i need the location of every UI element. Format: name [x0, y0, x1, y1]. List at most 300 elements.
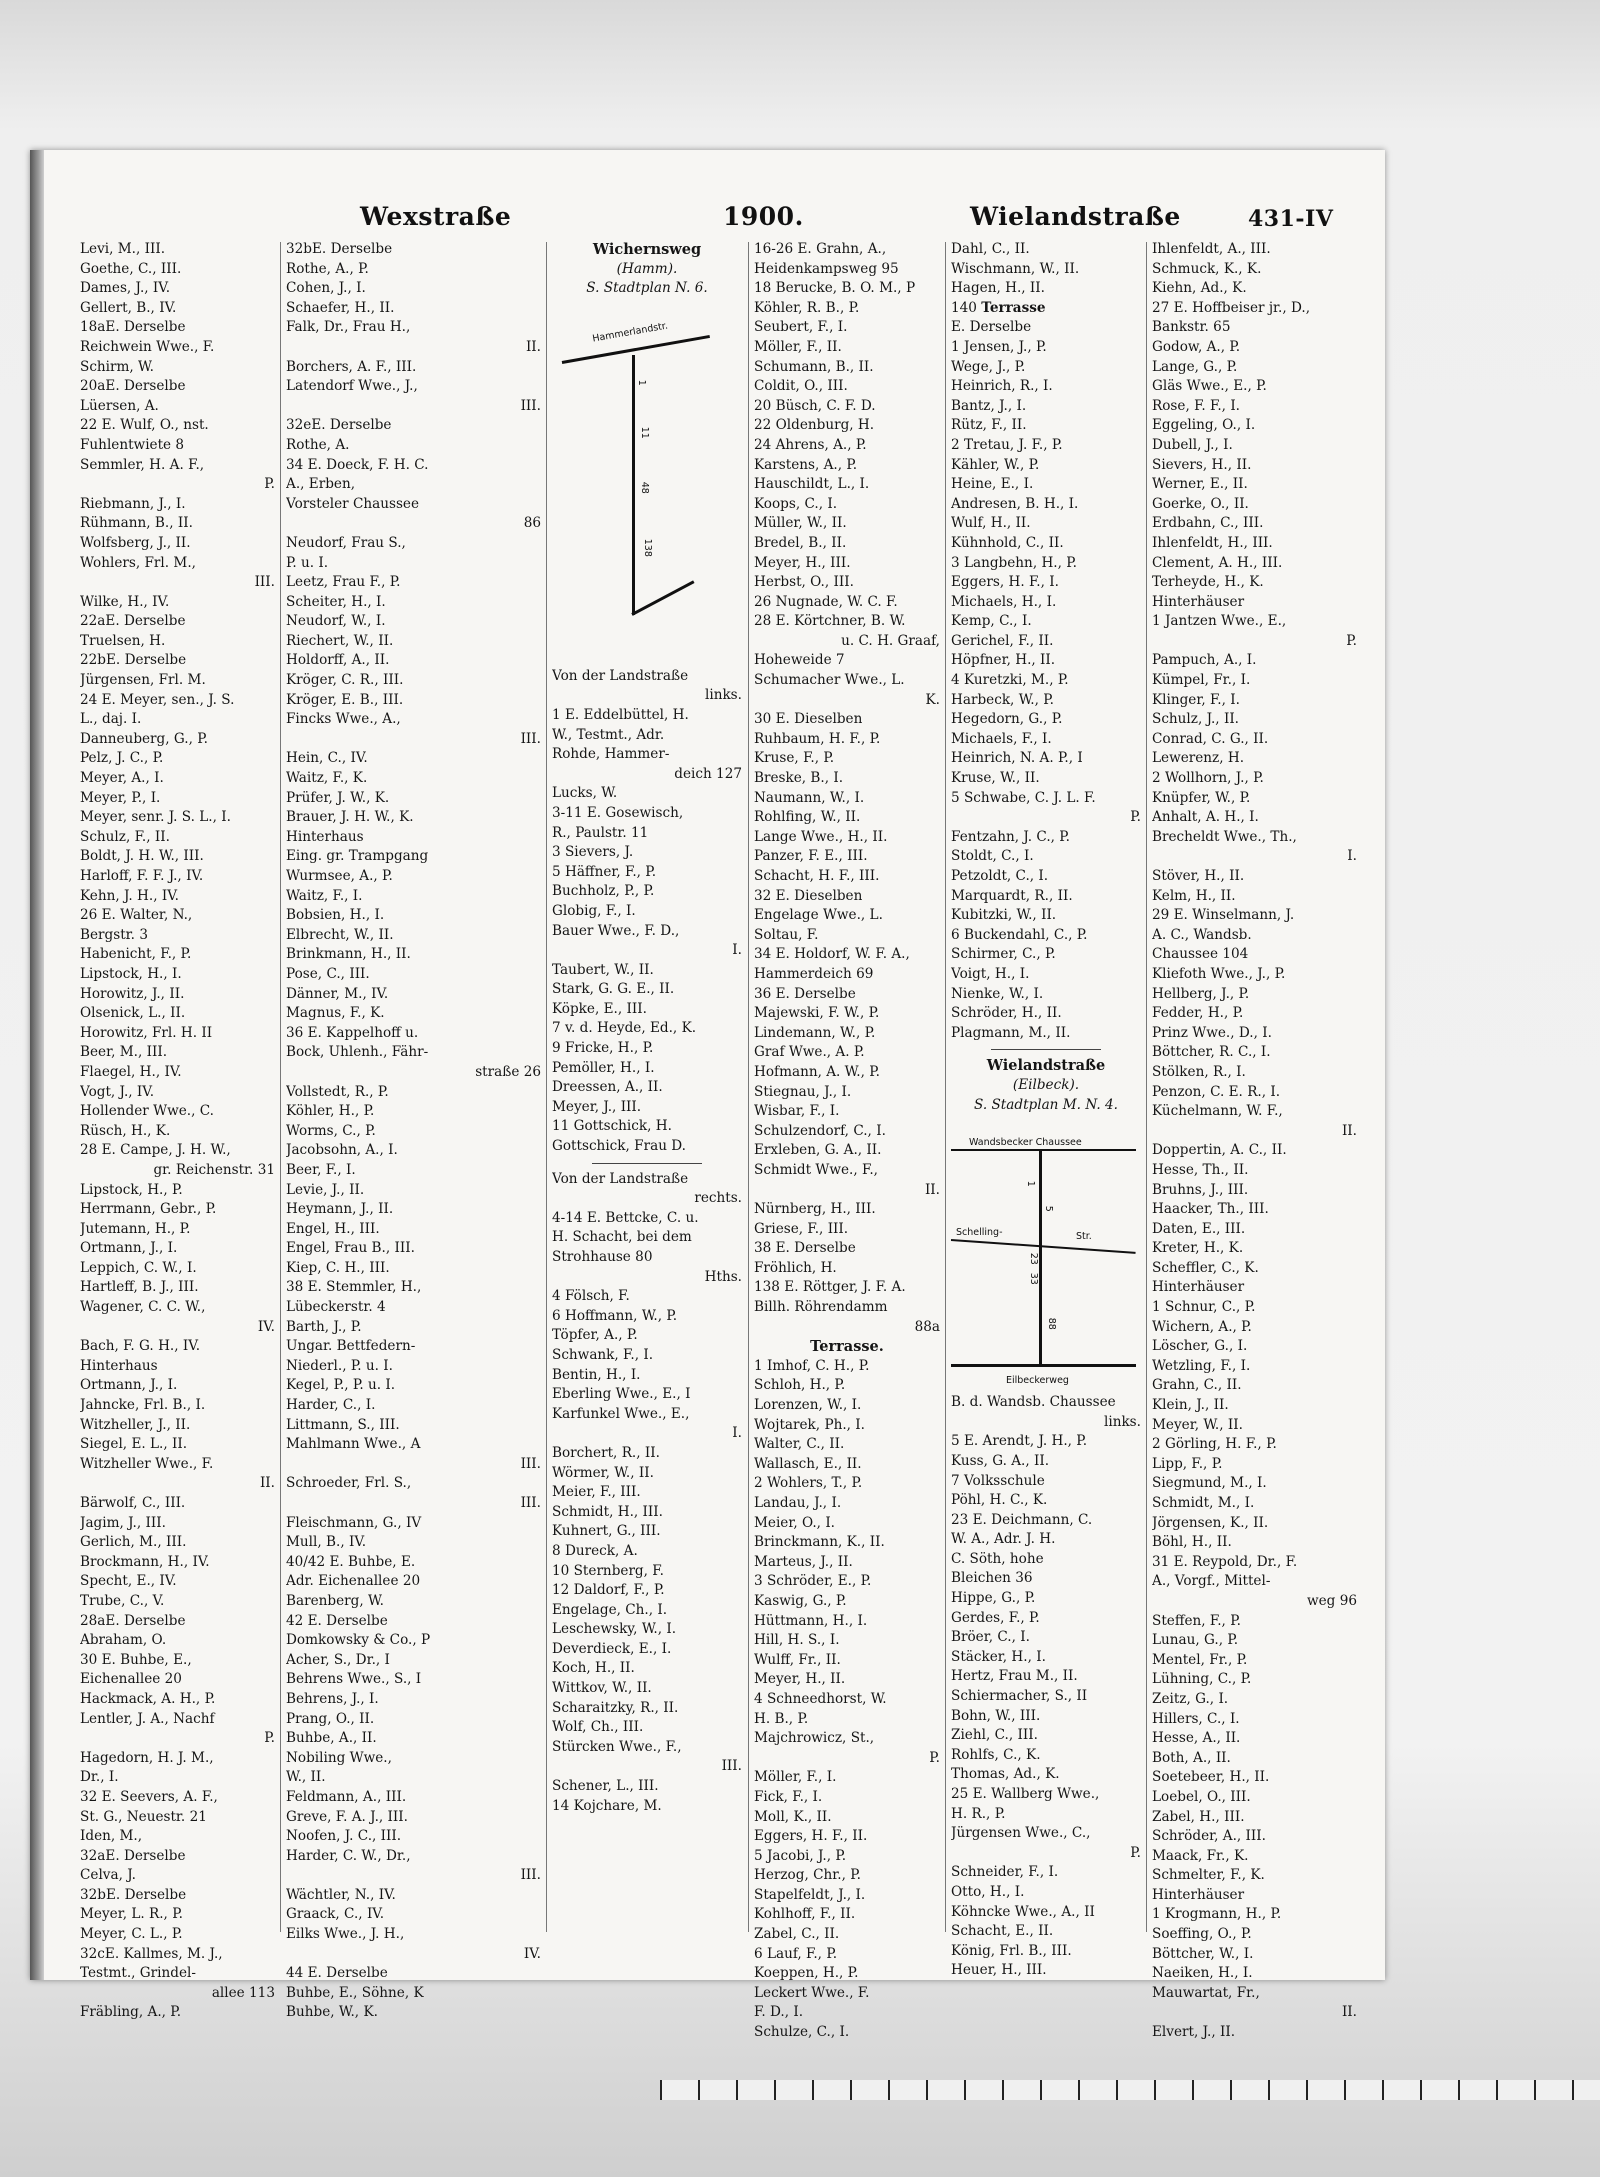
entry-line: Soetebeer, H., II.: [1152, 1769, 1270, 1786]
entry-line: Adr. Eichenallee 20: [286, 1573, 421, 1590]
entry-line: Mentel, Fr., P.: [1152, 1651, 1248, 1668]
entry-line: Fuhlentwiete 8: [80, 436, 185, 453]
entry-line: Wurmsee, A., P.: [286, 868, 393, 884]
column-divider: [748, 242, 749, 1932]
entry-line: Fröhlich, H.: [754, 1259, 837, 1276]
entry-line: Buhbe, A., II.: [286, 1730, 377, 1747]
entry-line: Ortmann, J., I.: [80, 1240, 178, 1257]
entry-line: Maack, Fr., K.: [1152, 1847, 1249, 1864]
entry-line: P.: [264, 476, 275, 493]
entry-line: Dahl, C., II.: [951, 241, 1030, 257]
entry-line: Nürnberg, H., III.: [754, 1201, 876, 1218]
entry-line: Goerke, O., II.: [1152, 495, 1249, 512]
entry-line: Bleichen 36: [951, 1570, 1033, 1587]
entry-line: Schwank, F., I.: [552, 1346, 654, 1363]
entry-line: Meier, O., I.: [754, 1514, 836, 1531]
entry-line: Schacht, H. F., III.: [754, 868, 880, 884]
entry-line: Borchers, A. F., III.: [286, 358, 417, 375]
entry-line: Brinkmann, H., II.: [286, 946, 411, 963]
entry-line: Siegel, E. L., II.: [80, 1436, 188, 1453]
entry-line: Zabel, H., III.: [1152, 1808, 1245, 1825]
entry-line: 23 E. Deichmann, C.: [951, 1511, 1093, 1528]
map-house-number: 88: [1045, 1317, 1057, 1330]
entry-line: P.: [929, 1749, 940, 1766]
entry-line: Köhler, R. B., P.: [754, 299, 860, 316]
entry-line: Gottschick, Frau D.: [552, 1138, 686, 1155]
entry-line: Conrad, C. G., II.: [1152, 730, 1269, 747]
entry-line: Bohn, W., III.: [951, 1707, 1041, 1724]
entry-line: Schumann, B., II.: [754, 358, 874, 375]
entry-line: Zeitz, G., I.: [1152, 1690, 1229, 1707]
entry-line: Kähler, W., P.: [951, 456, 1040, 473]
entry-line: Lange, G., P.: [1152, 358, 1238, 375]
entry-line: gr. Reichenstr. 31: [153, 1161, 275, 1178]
entry-line: Lipstock, H., P.: [80, 1181, 183, 1198]
entry-line: links.: [1104, 1413, 1141, 1430]
entry-line: Brauer, J. H. W., K.: [286, 809, 414, 826]
entry-line: Köhncke Wwe., A., II: [951, 1903, 1095, 1920]
map-house-number: 48: [638, 481, 650, 494]
entry-line: I.: [1347, 848, 1357, 865]
entry-line: Graack, C., IV.: [286, 1906, 385, 1923]
entry-line: Lüersen, A.: [80, 397, 159, 414]
entry-line: 4 Kuretzki, M., P.: [951, 672, 1069, 689]
entry-line: Klinger, F., I.: [1152, 691, 1240, 708]
entry-line: Rohde, Hammer-: [552, 746, 670, 763]
entry-line: Lewerenz, H.: [1152, 750, 1245, 767]
entry-line: Loebel, O., III.: [1152, 1788, 1251, 1805]
entry-line: Thomas, Ad., K.: [951, 1766, 1060, 1783]
entry-line: Hesse, A., II.: [1152, 1730, 1241, 1747]
entry-line: Klein, J., II.: [1152, 1397, 1229, 1414]
entry-line: links.: [705, 687, 742, 704]
entry-line: Lipp, F., P.: [1152, 1455, 1223, 1472]
entry-line: Karstens, A., P.: [754, 456, 858, 473]
entry-line: Bröer, C., I.: [951, 1629, 1030, 1646]
entry-line: Kröger, C. R., III.: [286, 672, 404, 689]
map-road-label: Str.: [1076, 1231, 1092, 1243]
entry-line: 2 Wollhorn, J., P.: [1152, 770, 1264, 787]
entry-line: Gerichel, F., II.: [951, 632, 1054, 649]
entry-line: Haacker, Th., III.: [1152, 1201, 1269, 1218]
section-divider: [592, 1163, 702, 1164]
entry-line: Lübeckerstr. 4: [286, 1299, 386, 1316]
entry-line: E. Derselbe: [951, 319, 1032, 336]
entry-line: Eing. gr. Trampgang: [286, 848, 429, 865]
column-divider: [280, 242, 281, 1932]
entry-line: Höpfner, H., II.: [951, 652, 1056, 669]
entry-line: Niederl., P. u. I.: [286, 1357, 393, 1374]
entry-line: Truelsen, H.: [80, 632, 166, 649]
entry-line: Meyer, L. R., P.: [80, 1906, 183, 1923]
entry-line: Schacht, E., II.: [951, 1923, 1054, 1940]
scan-edge-marks: [660, 2080, 1600, 2100]
entry-line: Harloff, F. F. J., IV.: [80, 868, 204, 884]
entry-line: H. B., P.: [754, 1710, 809, 1727]
entry-line: 36 E. Derselbe: [754, 985, 856, 1002]
entry-line: Ruhbaum, H. F., P.: [754, 730, 881, 747]
entry-line: Kubitzki, W., II.: [951, 907, 1057, 924]
entry-line: Schneider, F., I.: [951, 1864, 1059, 1881]
map-road-label: Wandsbecker Chaussee: [969, 1137, 1082, 1149]
entry-line: 44 E. Derselbe: [286, 1965, 388, 1982]
entry-line: Petzoldt, C., I.: [951, 868, 1049, 884]
entry-line: rechts.: [694, 1190, 742, 1207]
column-1: [80, 240, 275, 2023]
entry-line: Hths.: [704, 1268, 742, 1285]
entry-line: Horowitz, J., II.: [80, 985, 185, 1002]
entry-line: Wege, J., P.: [951, 358, 1026, 375]
entry-line: 36 E. Kappelhoff u.: [286, 1024, 419, 1041]
entry-line: Horowitz, Frl. H. II: [80, 1024, 213, 1041]
entry-line: Heymann, J., II.: [286, 1201, 394, 1218]
entry-line: Müller, W., II.: [754, 515, 847, 532]
entry-line: Kiep, C. H., III.: [286, 1259, 390, 1276]
entry-line: Hinterhäuser: [1152, 593, 1245, 610]
entry-line: Domkowsky & Co., P: [286, 1632, 431, 1649]
entry-line: Mauwartat, Fr.,: [1152, 1984, 1260, 2001]
entry-line: 5 Häffner, F., P.: [552, 863, 657, 880]
section-label: Terrasse: [981, 299, 1046, 316]
entry-line: Breske, B., I.: [754, 770, 844, 787]
entry-line: Waitz, F., I.: [286, 887, 363, 904]
entry-line: Fleischmann, G., IV: [286, 1514, 422, 1531]
entry-line: Boldt, J. H. W., III.: [80, 848, 204, 865]
entry-line: Heinrich, R., I.: [951, 378, 1053, 395]
entry-line: Hinterhäuser: [1152, 1886, 1245, 1903]
entry-line: 22bE. Derselbe: [80, 652, 187, 669]
entry-line: 16-26 E. Grahn, A.,: [754, 241, 887, 257]
entry-line: Meyer, J., III.: [552, 1098, 642, 1115]
entry-line: Herrmann, Gebr., P.: [80, 1201, 217, 1218]
column-6: [1152, 240, 1357, 2043]
entry-line: Bantz, J., I.: [951, 397, 1027, 414]
entry-line: Engel, Frau B., III.: [286, 1240, 415, 1257]
entry-line: Witzheller Wwe., F.: [80, 1455, 214, 1472]
entry-line: Beer, F., I.: [286, 1161, 356, 1178]
entry-line: Holdorff, A., II.: [286, 652, 390, 669]
entry-line: Elvert, J., II.: [1152, 2024, 1236, 2041]
entry-line: Godow, A., P.: [1152, 338, 1241, 355]
entry-line: Meyer, W., II.: [1152, 1416, 1243, 1433]
entry-line: Wichern, A., P.: [1152, 1318, 1252, 1335]
entry-line: Hagen, H., II.: [951, 280, 1045, 297]
entry-line: Nobiling Wwe.,: [286, 1749, 392, 1766]
entry-line: Schaefer, H., II.: [286, 299, 395, 316]
entry-line: Schmidt, H., III.: [552, 1503, 663, 1520]
entry-line: Bankstr. 65: [1152, 319, 1231, 336]
entry-line: Werner, E., II.: [1152, 476, 1248, 493]
entry-line: Hartleff, B. J., III.: [80, 1279, 199, 1296]
entry-line: Schulz, J., II.: [1152, 711, 1240, 728]
entry-line: P.: [1130, 809, 1141, 826]
entry-line: Stark, G. G. E., II.: [552, 981, 675, 998]
entry-line: 8 Dureck, A.: [552, 1542, 638, 1559]
entry-line: Dänner, M., IV.: [286, 985, 389, 1002]
entry-line: Pemöller, H., I.: [552, 1059, 655, 1076]
entry-line: Schmidt, M., I.: [1152, 1495, 1255, 1511]
entry-line: 20 Büsch, C. F. D.: [754, 397, 876, 414]
entry-line: Neudorf, W., I.: [286, 613, 386, 630]
entry-line: Eggers, H. F., II.: [754, 1828, 868, 1845]
entry-line: 6 Lauf, F., P.: [754, 1945, 838, 1962]
entry-line: Leschewsky, W., I.: [552, 1621, 677, 1638]
entry-line: Schener, L., III.: [552, 1778, 659, 1795]
street-heading: Terrasse.: [810, 1338, 884, 1356]
entry-line: Hippe, G., P.: [951, 1590, 1036, 1607]
entry-line: Hammerdeich 69: [754, 965, 874, 982]
entry-line: Pöhl, H. C., K.: [951, 1492, 1048, 1509]
entry-line: Gerlich, M., III.: [80, 1534, 187, 1551]
entry-line: Steffen, F., P.: [1152, 1612, 1241, 1629]
entry-line: Hinterhaus: [80, 1357, 158, 1374]
entry-line: I.: [732, 942, 742, 959]
entry-line: Herzog, Chr., P.: [754, 1867, 861, 1884]
header-street-left: Wexstraße: [360, 202, 512, 231]
entry-line: IV.: [257, 1318, 275, 1335]
entry-line: Ortmann, J., I.: [80, 1377, 178, 1394]
map-road-eilbeckerweg: [951, 1364, 1136, 1367]
entry-line: Semmler, H. A. F.,: [80, 456, 205, 473]
entry-line: P.: [1130, 1844, 1141, 1861]
entry-line: Hertz, Frau M., II.: [951, 1668, 1078, 1685]
entry-line: I.: [732, 1425, 742, 1442]
entry-line: 29 E. Winselmann, J.: [1152, 907, 1295, 924]
entry-line: 1 Schnur, C., P.: [1152, 1299, 1256, 1316]
entry-line: Hackmack, A. H., P.: [80, 1690, 216, 1707]
entry-line: Marteus, J., II.: [754, 1553, 853, 1570]
entry-line: Köhler, H., P.: [286, 1103, 375, 1120]
entry-line: Schirmer, C., P.: [951, 946, 1056, 963]
entry-line: Schulze, C., I.: [754, 2024, 850, 2041]
entry-line: Hoheweide 7: [754, 652, 845, 669]
entry-line: Schröder, A., III.: [1152, 1828, 1266, 1845]
entry-line: Hinterhäuser: [1152, 1279, 1245, 1296]
entry-line: Hellberg, J., P.: [1152, 985, 1250, 1002]
entry-line: Schumacher Wwe., L.: [754, 672, 905, 689]
entry-line: 1 E. Eddelbüttel, H.: [552, 706, 689, 723]
entry-line: 22 E. Wulf, O., nst.: [80, 417, 209, 434]
entry-line: Soltau, F.: [754, 926, 819, 943]
entry-line: Kaswig, G., P.: [754, 1592, 847, 1609]
entry-line: 32bE. Derselbe: [286, 241, 393, 257]
entry-line: Walter, C., II.: [754, 1436, 845, 1453]
entry-line: 20aE. Derselbe: [80, 378, 186, 395]
entry-line: 12 Daldorf, F., P.: [552, 1582, 665, 1599]
entry-line: Abraham, O.: [80, 1632, 167, 1649]
entry-line: Behrens, J., I.: [286, 1690, 379, 1707]
entry-line: F. D., I.: [754, 2004, 804, 2021]
street-subheading: (Hamm).: [616, 260, 678, 277]
entry-line: III.: [254, 574, 275, 591]
entry-line: 24 E. Meyer, sen., J. S.: [80, 691, 235, 708]
entry-line: Stöver, H., II.: [1152, 868, 1245, 884]
entry-line: Meier, F., III.: [552, 1484, 641, 1501]
entry-line: Lucks, W.: [552, 785, 618, 802]
map-road-label: Schelling-: [956, 1227, 1003, 1239]
entry-line: Sievers, H., II.: [1152, 456, 1252, 473]
entry-line: Feldmann, A., III.: [286, 1788, 407, 1805]
entry-line: Reichwein Wwe., F.: [80, 338, 215, 355]
entry-line: 2 Görling, H. F., P.: [1152, 1436, 1277, 1453]
entry-line: Levi, M., III.: [80, 241, 166, 257]
entry-line: Voigt, H., I.: [951, 965, 1030, 982]
entry-line: Naumann, W., I.: [754, 789, 865, 806]
entry-line: 18aE. Derselbe: [80, 319, 186, 336]
entry-line: 88a: [914, 1318, 940, 1335]
entry-line: Naeiken, H., I.: [1152, 1965, 1253, 1982]
entry-line: H. Schacht, bei dem: [552, 1229, 692, 1246]
column-divider: [945, 242, 946, 1932]
entry-line: Knüpfer, W., P.: [1152, 789, 1251, 806]
entry-line: Dames, J., IV.: [80, 280, 171, 297]
entry-line: II.: [1341, 1122, 1357, 1139]
entry-line: Lunau, G., P.: [1152, 1632, 1239, 1649]
entry-line: Jörgensen, K., II.: [1152, 1514, 1269, 1531]
entry-line: Hofmann, A. W., P.: [754, 1063, 880, 1080]
entry-line: Brockmann, H., IV.: [80, 1553, 210, 1570]
entry-line: 86: [523, 515, 541, 532]
entry-line: Vorsteler Chaussee: [286, 495, 420, 512]
entry-line: Michaels, H., I.: [951, 593, 1057, 610]
entry-line: Graf Wwe., A. P.: [754, 1044, 865, 1061]
entry-line: 25 E. Wallberg Wwe.,: [951, 1786, 1100, 1802]
entry-line: Moll, K., II.: [754, 1808, 832, 1825]
entry-line: Dr., I.: [80, 1769, 119, 1786]
entry-line: Meyer, H., II.: [754, 1671, 846, 1688]
entry-line: König, Frl. B., III.: [951, 1942, 1072, 1959]
entry-line: Fräbling, A., P.: [80, 2004, 182, 2021]
column-divider: [1146, 242, 1147, 1932]
entry-line: 27 E. Hoffbeiser jr., D.,: [1152, 299, 1311, 316]
entry-line: 26 Nugnade, W. C. F.: [754, 593, 898, 610]
entry-line: Stapelfeldt, J., I.: [754, 1886, 866, 1903]
entry-line: Bredel, B., II.: [754, 534, 847, 551]
entry-line: III.: [520, 730, 541, 747]
entry-line: 28 E. Körtchner, B. W.: [754, 613, 906, 630]
entry-line: Hollender Wwe., C.: [80, 1103, 214, 1120]
map-house-number: 1: [1024, 1180, 1036, 1187]
entry-line: Strohhause 80: [552, 1249, 653, 1265]
entry-line: Fedder, H., P.: [1152, 1005, 1244, 1022]
entry-line: Ungar. Bettfedern-: [286, 1338, 416, 1355]
entry-line: Bergstr. 3: [80, 926, 148, 943]
entry-line: 4 Schneedhorst, W.: [754, 1690, 887, 1707]
entry-line: Both, A., II.: [1152, 1749, 1231, 1766]
entry-line: Erxleben, G. A., II.: [754, 1142, 882, 1159]
entry-line: Harder, C., I.: [286, 1397, 376, 1414]
entry-line: 34 E. Doeck, F. H. C.: [286, 456, 429, 473]
entry-line: Kühnhold, C., II.: [951, 534, 1064, 551]
map-wichernsweg: [552, 303, 742, 663]
entry-line: Mahlmann Wwe., A: [286, 1436, 421, 1453]
map-road-label: Eilbeckerweg: [1006, 1375, 1069, 1387]
entry-line: Schmuck, K., K.: [1152, 260, 1262, 277]
entry-line: Levie, J., II.: [286, 1181, 365, 1198]
entry-line: 4 Fölsch, F.: [552, 1288, 630, 1305]
entry-line: Eggeling, O., I.: [1152, 417, 1256, 434]
entry-line: 6 Hoffmann, W., P.: [552, 1307, 678, 1324]
entry-line: B. d. Wandsb. Chaussee: [951, 1394, 1116, 1411]
entry-line: Stoldt, C., I.: [951, 848, 1034, 865]
entry-line: Eilks Wwe., J. H.,: [286, 1926, 405, 1943]
entry-line: Celva, J.: [80, 1867, 136, 1884]
entry-line: Hauschildt, L., I.: [754, 476, 870, 493]
entry-line: Lentler, J. A., Nachf: [80, 1710, 215, 1727]
entry-line: 31 E. Reypold, Dr., F.: [1152, 1553, 1298, 1570]
entry-line: P.: [1346, 632, 1357, 649]
entry-line: Rühmann, B., II.: [80, 515, 193, 532]
entry-line: Noofen, J. C., III.: [286, 1828, 402, 1845]
column-5: [951, 240, 1141, 1981]
entry-line: Lühning, C., P.: [1152, 1671, 1252, 1688]
entry-line: Meyer, C. L., P.: [80, 1926, 183, 1943]
entry-line: III.: [520, 1455, 541, 1472]
header-page-number: 431-IV: [1248, 206, 1334, 232]
entry-line: Jacobsohn, A., I.: [286, 1142, 398, 1159]
entry-line: W., Testmt., Adr.: [552, 726, 665, 743]
entry-line: Kuhnert, G., III.: [552, 1523, 661, 1540]
entry-line: Löscher, G., I.: [1152, 1338, 1248, 1355]
entry-line: Chaussee 104: [1152, 946, 1249, 963]
entry-line: Wulf, H., II.: [951, 515, 1031, 532]
entry-line: Kruse, F., P.: [754, 750, 835, 767]
entry-line: Riebmann, J., I.: [80, 495, 186, 512]
street-subheading: S. Stadtplan N. 6.: [586, 280, 708, 297]
entry-line: Elbrecht, W., II.: [286, 926, 394, 943]
map-wielandstrasse: [951, 1119, 1141, 1389]
entry-line: Schröder, H., II.: [951, 1005, 1062, 1022]
entry-line: Griese, F., III.: [754, 1220, 849, 1237]
entry-line: Karfunkel Wwe., E.,: [552, 1405, 690, 1422]
column-4: [754, 240, 940, 2043]
entry-line: Buchholz, P., P.: [552, 883, 655, 900]
entry-line: 22aE. Derselbe: [80, 613, 186, 630]
map-house-number: 5: [1042, 1205, 1054, 1212]
entry-line: Schirm, W.: [80, 358, 154, 375]
entry-line: Barth, J., P.: [286, 1318, 362, 1335]
entry-line: K.: [925, 691, 940, 708]
entry-line: Koops, C., I.: [754, 495, 838, 512]
street-heading: Wielandstraße: [986, 1057, 1106, 1075]
entry-line: Dubell, J., I.: [1152, 436, 1233, 453]
entry-line: Leppich, C. W., I.: [80, 1259, 197, 1276]
entry-line: Brecheldt Wwe., Th.,: [1152, 828, 1297, 845]
entry-line: A., Erben,: [286, 476, 356, 493]
entry-line: C. Söth, hohe: [951, 1550, 1044, 1567]
entry-line: Vogt, J., IV.: [80, 1083, 155, 1100]
entry-line: Fentzahn, J. C., P.: [951, 828, 1070, 845]
entry-line: Lindemann, W., P.: [754, 1024, 876, 1041]
entry-line: Erdbahn, C., III.: [1152, 515, 1264, 532]
entry-line: A. C., Wandsb.: [1152, 926, 1252, 943]
entry-line: 30 E. Dieselben: [754, 711, 863, 728]
street-subheading: (Eilbeck).: [1012, 1076, 1080, 1093]
entry-line: Behrens Wwe., S., I: [286, 1671, 422, 1688]
entry-line: Von der Landstraße: [552, 1170, 689, 1187]
entry-line: Koch, H., II.: [552, 1660, 635, 1677]
entry-line: Ihlenfeldt, A., III.: [1152, 241, 1271, 257]
entry-line: 7 v. d. Heyde, Ed., K.: [552, 1020, 697, 1037]
entry-line: Soeffing, O., P.: [1152, 1926, 1252, 1943]
entry-line: 10 Sternberg, F.: [552, 1562, 664, 1579]
entry-line: Hein, C., IV.: [286, 750, 368, 767]
entry-line: Terheyde, H., K.: [1152, 574, 1264, 591]
entry-line: Pelz, J. C., P.: [80, 750, 164, 767]
entry-line: Neudorf, Frau S.,: [286, 534, 406, 551]
entry-line: H. R., P.: [951, 1805, 1006, 1822]
entry-line: Eichenallee 20: [80, 1671, 182, 1688]
